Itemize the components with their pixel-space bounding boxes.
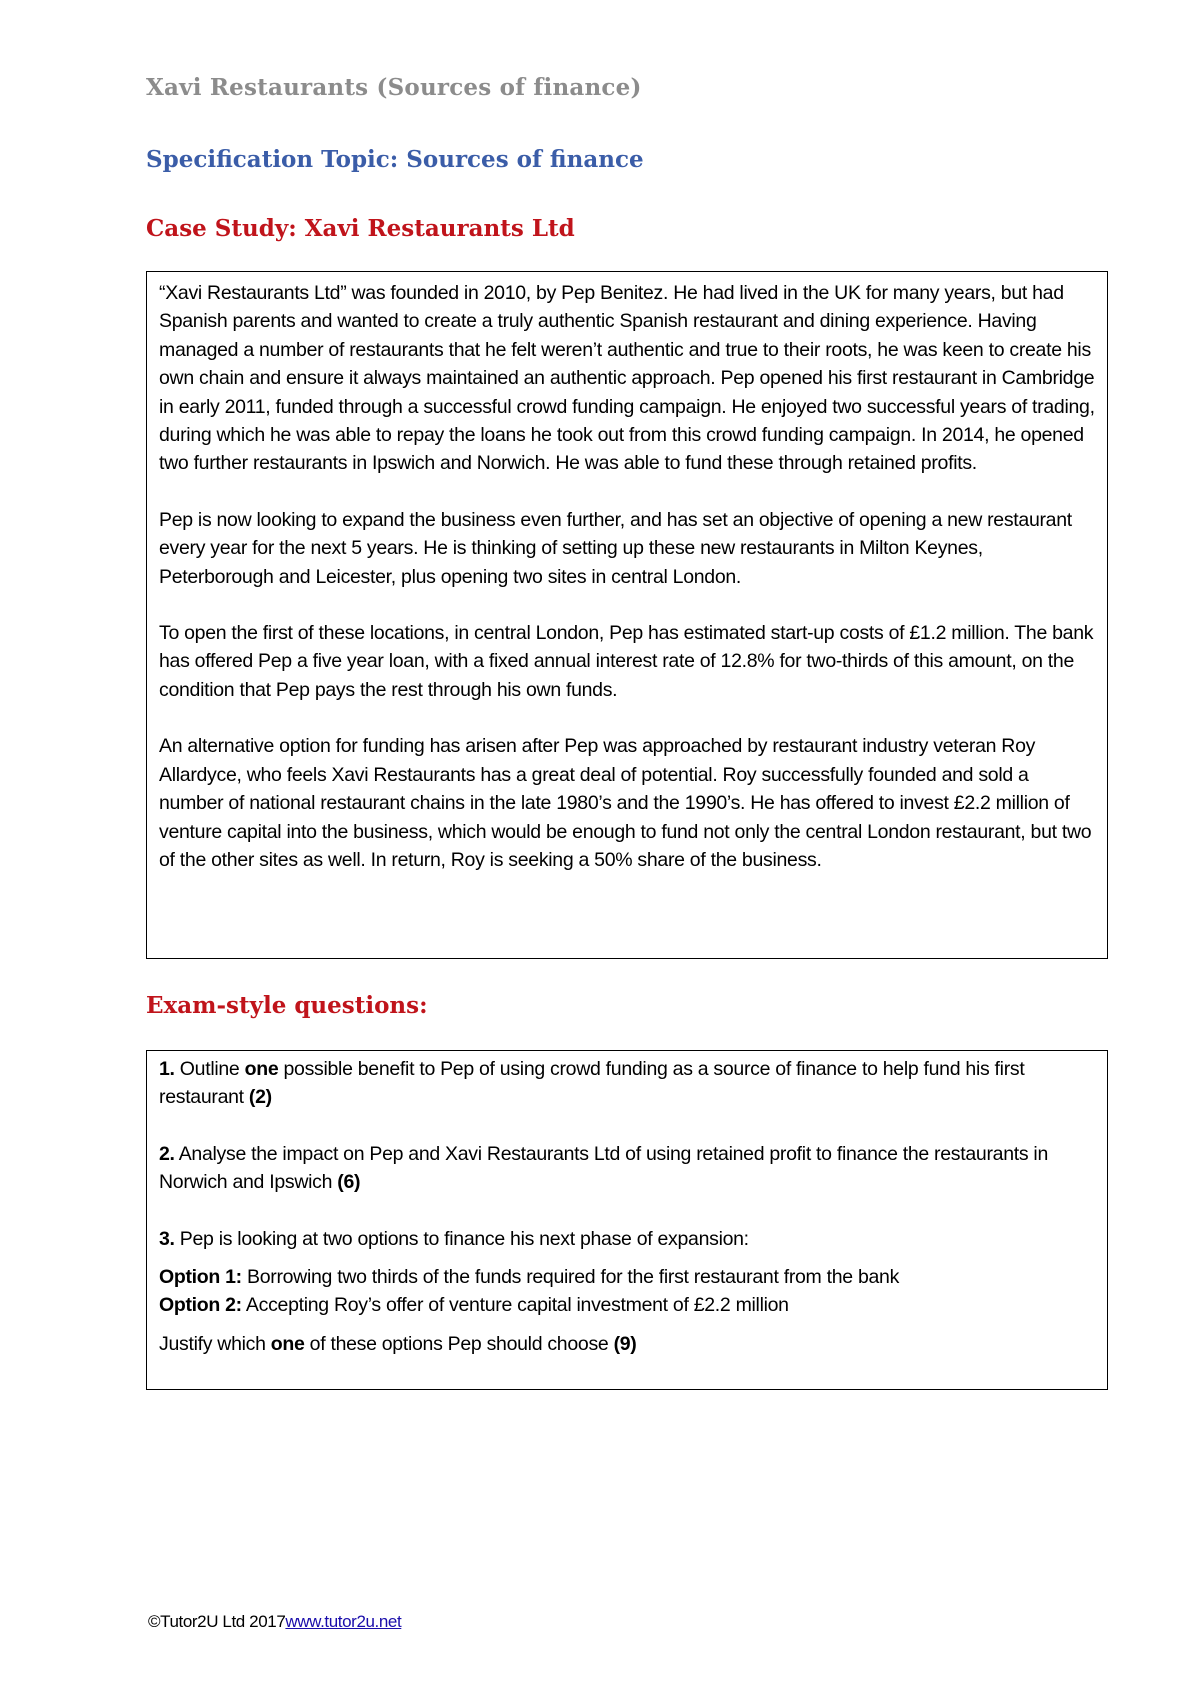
question-2-text: Analyse the impact on Pep and Xavi Restaurants Ltd of using retained profit to finance the restaurants in Norwich and Ipswich xyxy=(159,1142,1049,1194)
justify-emphasis: one xyxy=(270,1332,305,1355)
case-paragraph-1: “Xavi Restaurants Ltd” was founded in 2010, by Pep Benitez. He had lived in the UK for many years, but had Spanish parents and wanted to create a truly authentic Spanish restaurant and dining experience. Having managed a number of restaurants that he felt weren’t authentic and true to their roots, he was keen to create his own chain and ensure it always maintained an authentic approach. Pep opened his first restaurant in Cambridge in early 2011, funded through a successful crowd funding campaign. He enjoyed two successful years of trading, during which he was able to repay the loans he took out from this crowd funding campaign. In 2014, he opened two further restaurants in Ipswich and Norwich. He was able to fund these through retained profits. xyxy=(159,282,1095,475)
question-3-justify xyxy=(159,1330,1095,1358)
case-paragraph-4: An alternative option for funding has arisen after Pep was approached by restaurant industry veteran Roy Allardyce, who feels Xavi Restaurants has a great deal of potential. Roy successfully founded and sold a number of national restaurant chains in the late 1980’s and the 1990’s. He has offered to invest £2.2 million of venture capital into the business, which would be enough to fund not only the central London restaurant, but two of the other sites as well. In return, Roy is seeking a 50% share of the business. xyxy=(159,735,1092,871)
option-2-label: Option 2: xyxy=(159,1294,242,1317)
option-1-label: Option 1: xyxy=(159,1266,242,1289)
question-1-text-a: Outline xyxy=(174,1058,245,1080)
footer-link[interactable]: www.tutor2u.net xyxy=(285,1612,402,1631)
question-3-marks: (9) xyxy=(613,1332,637,1355)
question-1-text-b: possible benefit to Pep of using crowd funding as a source of finance to help fund his first restaurant xyxy=(159,1058,1025,1109)
question-2-number: 2. xyxy=(159,1142,175,1165)
question-1-number: 1. xyxy=(159,1058,175,1080)
exam-questions-heading: Exam-style questions: xyxy=(146,992,428,1019)
question-3 xyxy=(159,1225,1095,1253)
case-paragraph-3: To open the first of these locations, in central London, Pep has estimated start-up costs of £1.2 million. The bank has offered Pep a five year loan, with a fixed annual interest rate of 12.8% for two-thirds of this amount, on the condition that Pep pays the rest through his own funds. xyxy=(159,622,1094,701)
option-1-text: Borrowing two thirds of the funds required for the first restaurant from the bank xyxy=(241,1266,900,1289)
specification-heading: Specification Topic: Sources of finance xyxy=(146,146,644,173)
case-study-box xyxy=(146,271,1108,959)
option-2-text: Accepting Roy’s offer of venture capital investment of £2.2 million xyxy=(241,1294,789,1317)
case-paragraph-2: Pep is now looking to expand the business even further, and has set an objective of opening a new restaurant every year for the next 5 years. He is thinking of setting up these new restaurants in Milton Keynes, Peterborough and Leicester, plus opening two sites in central London. xyxy=(159,508,1072,588)
exam-questions-box xyxy=(146,1050,1108,1390)
justify-text-b: of these options Pep should choose xyxy=(304,1332,614,1355)
question-3-options xyxy=(159,1263,1095,1320)
footer xyxy=(148,1612,401,1632)
case-study-heading: Case Study: Xavi Restaurants Ltd xyxy=(146,215,575,242)
question-1-emphasis: one xyxy=(244,1058,279,1080)
justify-text-a: Justify which xyxy=(159,1332,271,1355)
question-3-number: 3. xyxy=(159,1227,175,1250)
question-3-text: Pep is looking at two options to finance his next phase of expansion: xyxy=(174,1227,749,1250)
document-title: Xavi Restaurants (Sources of finance) xyxy=(146,74,642,101)
question-2 xyxy=(159,1140,1095,1197)
question-2-marks: (6) xyxy=(337,1171,361,1194)
question-1-marks: (2) xyxy=(248,1086,272,1109)
question-1 xyxy=(159,1055,1095,1112)
footer-copyright: ©Tutor2U Ltd 2017 xyxy=(148,1612,286,1631)
